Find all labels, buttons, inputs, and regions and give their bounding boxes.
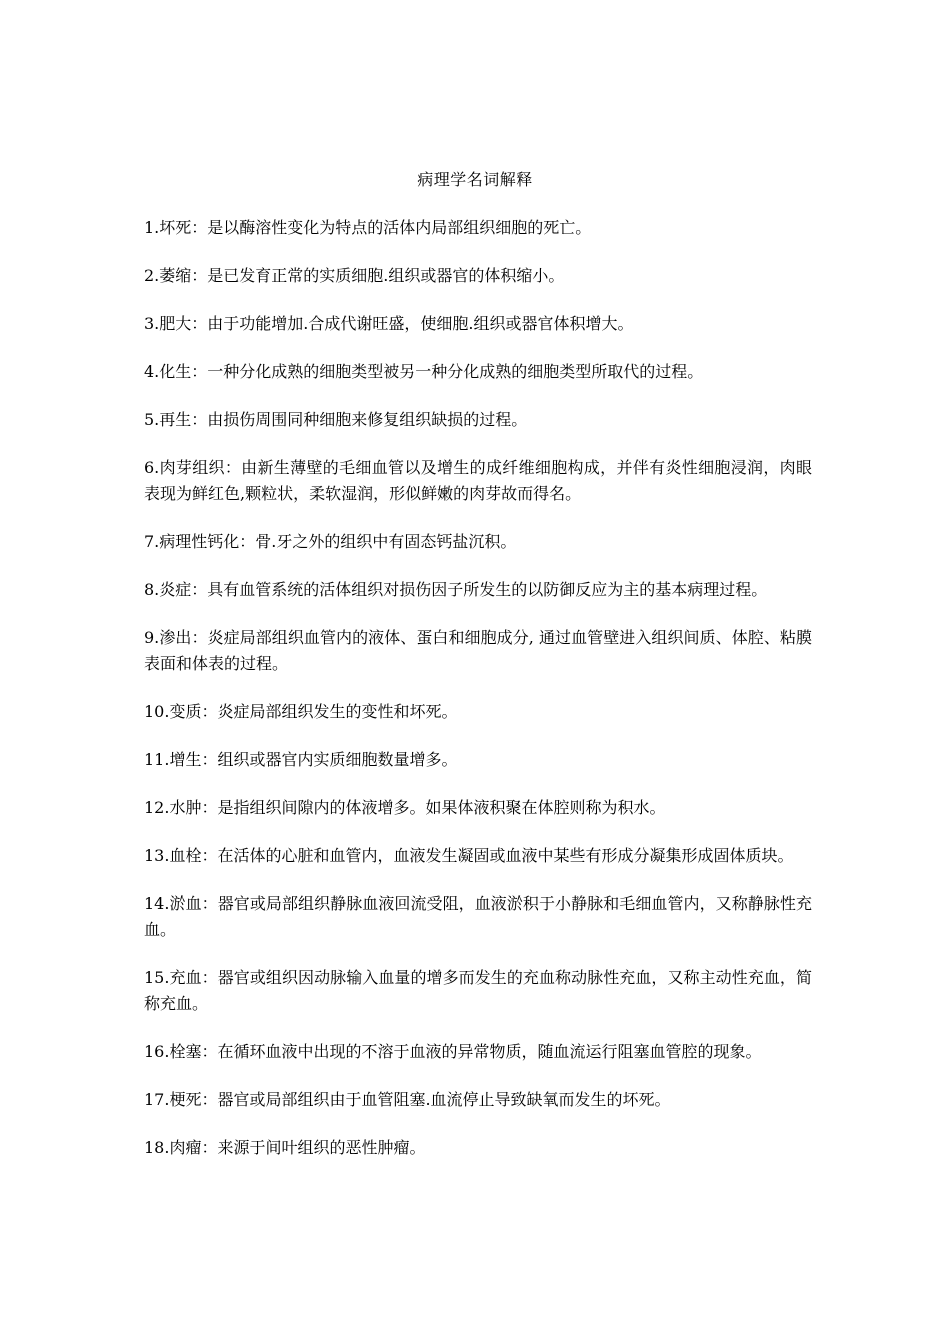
term-entry-3: 3.肥大：由于功能增加.合成代谢旺盛，使细胞.组织或器官体积增大。 — [144, 314, 634, 333]
term-entry-4: 4.化生：一种分化成熟的细胞类型被另一种分化成熟的细胞类型所取代的过程。 — [144, 362, 704, 381]
term-entry-13: 13.血栓：在活体的心脏和血管内，血液发生凝固或血液中某些有形成分凝集形成固体质块。 — [144, 846, 794, 865]
entry-list — [144, 215, 812, 1183]
term-entry-2: 2.萎缩：是已发育正常的实质细胞.组织或器官的体积缩小。 — [144, 266, 565, 285]
term-entry-1: 1.坏死：是以酶溶性变化为特点的活体内局部组织细胞的死亡。 — [144, 218, 592, 237]
term-entry-15: 15.充血：器官或组织因动脉输入血量的增多而发生的充血称动脉性充血，又称主动性充血，简称充血。 — [144, 968, 812, 1013]
term-entry-9: 9.渗出：炎症局部组织血管内的液体、蛋白和细胞成分, 通过血管壁进入组织间质、体腔、粘膜表面和体表的过程。 — [144, 628, 812, 673]
term-entry-16: 16.栓塞：在循环血液中出现的不溶于血液的异常物质，随血流运行阻塞血管腔的现象。 — [144, 1042, 762, 1061]
term-entry-14: 14.淤血：器官或局部组织静脉血液回流受阻，血液淤积于小静脉和毛细血管内，又称静脉性充血。 — [144, 894, 812, 939]
term-entry-18: 18.肉瘤：来源于间叶组织的恶性肿瘤。 — [144, 1138, 426, 1157]
term-entry-11: 11.增生：组织或器官内实质细胞数量增多。 — [144, 750, 458, 769]
term-entry-12: 12.水肿：是指组织间隙内的体液增多。如果体液积聚在体腔则称为积水。 — [144, 798, 666, 817]
term-entry-5: 5.再生：由损伤周围同种细胞来修复组织缺损的过程。 — [144, 410, 528, 429]
term-entry-17: 17.梗死：器官或局部组织由于血管阻塞.血流停止导致缺氧而发生的坏死。 — [144, 1090, 671, 1109]
document-title: 病理学名词解释 — [417, 170, 533, 189]
term-entry-10: 10.变质：炎症局部组织发生的变性和坏死。 — [144, 702, 458, 721]
term-entry-6: 6.肉芽组织：由新生薄壁的毛细血管以及增生的成纤维细胞构成，并伴有炎性细胞浸润，肉眼表现为鲜红色,颗粒状，柔软湿润，形似鲜嫩的肉芽故而得名。 — [144, 458, 812, 503]
term-entry-8: 8.炎症：具有血管系统的活体组织对损伤因子所发生的以防御反应为主的基本病理过程。 — [144, 580, 768, 599]
term-entry-7: 7.病理性钙化：骨.牙之外的组织中有固态钙盐沉积。 — [144, 532, 517, 551]
